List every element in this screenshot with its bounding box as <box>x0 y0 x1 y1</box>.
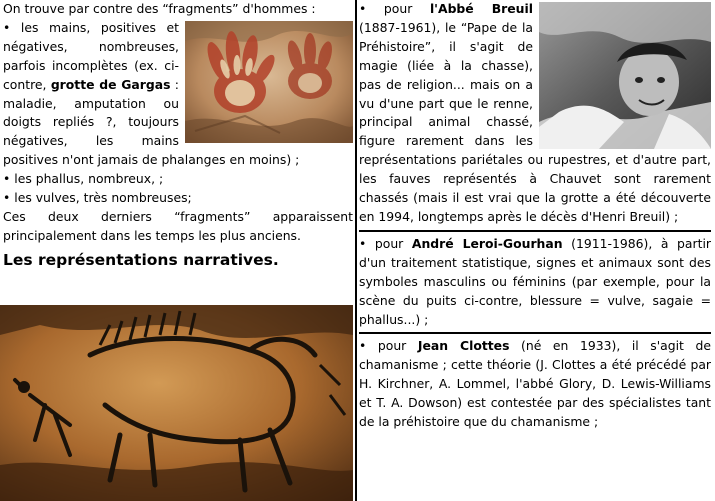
breuil-bullet: • pour <box>359 1 430 16</box>
abbe-breuil-photo <box>539 2 711 149</box>
hand-stencil-image <box>185 21 353 143</box>
clottes-name: Jean Clottes <box>417 338 510 354</box>
separator-1 <box>359 230 711 232</box>
column-divider <box>355 0 357 501</box>
vulves-item: • les vulves, très nombreuses; <box>3 190 192 206</box>
mains-text-start: • les mains, positives et négatives, nombreuses, parfois incomplètes (ex. ci-contre, <box>3 19 179 92</box>
separator-2 <box>359 332 711 334</box>
breuil-text: (1887-1961), le “Pape de la Préhistoire”, il s'agit de magie (liée à la chasse), pas de religion... mais on a vu d'une part que le renne, principal animal chassé, figure rarement dans les représentations pariétales ou rupestres, et d'autre part, les fauves représentés à Chauvet sont rarement chassés (mais il est vrai que la grotte a été découverte en 1994, longtemps après le décès d'Henri Breuil) ; <box>359 19 711 224</box>
cave-painting-image <box>0 305 353 501</box>
breuil-name: l'Abbé Breuil <box>429 1 533 16</box>
leroi-gourhan-name: André Leroi-Gourhan <box>411 235 563 251</box>
right-column <box>359 0 711 432</box>
phallus-item: • les phallus, nombreux, ; <box>3 171 164 187</box>
clottes-paragraph <box>359 337 711 432</box>
left-column <box>3 0 353 271</box>
closing-paragraph: Ces deux derniers “fragments” apparaissent principalement dans les temps les plus anciens. <box>3 208 353 243</box>
leroi-bullet: • pour <box>359 235 412 251</box>
gargas-link-text: grotte de Gargas <box>50 76 171 92</box>
leroi-gourhan-text: (1911-1986), à partir d'un traitement statistique, signes et animaux sont des symboles masculins ou féminins (par exemple, pour la scène du puits ci-contre, blessure = vulve, sagaie = phallus...) ; <box>359 235 711 327</box>
leroi-gourhan-paragraph <box>359 235 711 330</box>
mains-text-end: : maladie, amputation ou doigts repliés ?, toujours négatives, les mains positives n'ont jamais de phalanges en moins) ; <box>3 76 300 168</box>
intro-text: On trouve par contre des “fragments” d'hommes : <box>3 1 316 16</box>
clottes-text: (né en 1933), il s'agit de chamanisme ; cette théorie (J. Clottes a été précédé par H. Kirchner, A. Lommel, l'abbé Glory, D. Lewis-Williams et T. A. Dowson) est contestée par des spécialistes tant de la préhistoire que du chamanisme ; <box>359 338 711 430</box>
clottes-bullet: • pour <box>359 338 418 354</box>
section-heading: Les représentations narratives. <box>3 250 279 269</box>
